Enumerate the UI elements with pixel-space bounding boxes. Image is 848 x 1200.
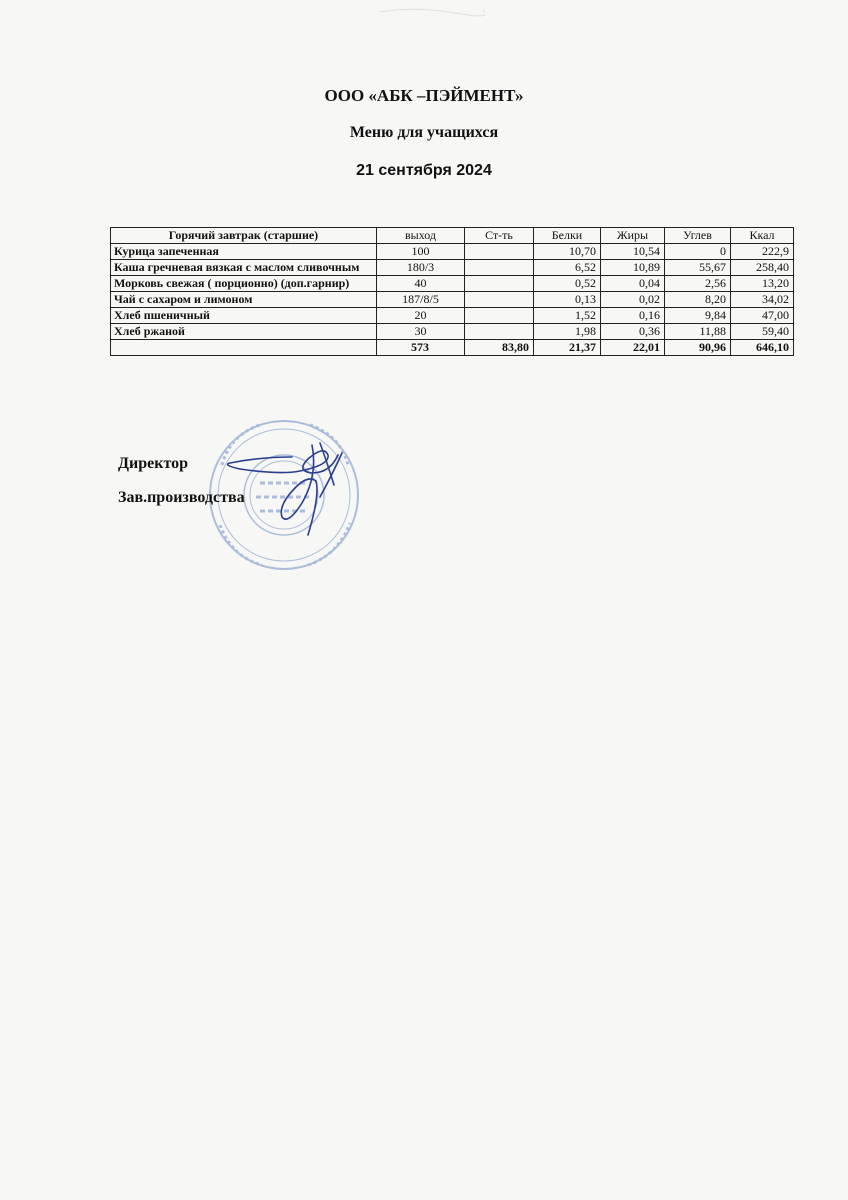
- column-header-fat: Жиры: [601, 228, 665, 244]
- cost: [465, 308, 534, 324]
- total-kcal: 646,10: [731, 340, 794, 356]
- carbs: 0: [665, 244, 731, 260]
- fat: 0,04: [601, 276, 665, 292]
- total-protein: 21,37: [534, 340, 601, 356]
- table-row: [111, 308, 794, 324]
- scan-artifact: [375, 4, 485, 26]
- cost: [465, 292, 534, 308]
- kcal: 13,20: [731, 276, 794, 292]
- dish-name: Чай с сахаром и лимоном: [111, 292, 377, 308]
- portion: 180/3: [377, 260, 465, 276]
- production-manager-label: Зав.производства: [118, 489, 245, 506]
- menu-table: [110, 227, 794, 356]
- column-header-carbs: Углев: [665, 228, 731, 244]
- fat: 0,16: [601, 308, 665, 324]
- column-header-portion: выход: [377, 228, 465, 244]
- table-row: [111, 244, 794, 260]
- dish-name: Хлеб пшеничный: [111, 308, 377, 324]
- kcal: 47,00: [731, 308, 794, 324]
- carbs: 55,67: [665, 260, 731, 276]
- cost: [465, 244, 534, 260]
- carbs: 8,20: [665, 292, 731, 308]
- table-row: [111, 324, 794, 340]
- kcal: 222,9: [731, 244, 794, 260]
- portion: 20: [377, 308, 465, 324]
- fat: 10,54: [601, 244, 665, 260]
- company-name: ООО «АБК –ПЭЙМЕНТ»: [324, 86, 524, 105]
- protein: 6,52: [534, 260, 601, 276]
- director-label: Директор: [118, 455, 188, 472]
- protein: 1,98: [534, 324, 601, 340]
- carbs: 11,88: [665, 324, 731, 340]
- fat: 0,02: [601, 292, 665, 308]
- dish-name: Каша гречневая вязкая с маслом сливочным: [111, 260, 377, 276]
- total-label: [111, 340, 377, 356]
- table-row: [111, 276, 794, 292]
- protein: 0,13: [534, 292, 601, 308]
- table-header-row: [111, 228, 794, 244]
- column-header-protein: Белки: [534, 228, 601, 244]
- table-row: [111, 292, 794, 308]
- kcal: 258,40: [731, 260, 794, 276]
- fat: 10,89: [601, 260, 665, 276]
- cost: [465, 324, 534, 340]
- dish-name: Курица запеченная: [111, 244, 377, 260]
- total-cost: 83,80: [465, 340, 534, 356]
- portion: 40: [377, 276, 465, 292]
- total-carbs: 90,96: [665, 340, 731, 356]
- table-total-row: [111, 340, 794, 356]
- carbs: 9,84: [665, 308, 731, 324]
- fat: 0,36: [601, 324, 665, 340]
- cost: [465, 260, 534, 276]
- protein: 10,70: [534, 244, 601, 260]
- dish-name: Морковь свежая ( порционно) (доп.гарнир): [111, 276, 377, 292]
- table-row: [111, 260, 794, 276]
- cost: [465, 276, 534, 292]
- total-fat: 22,01: [601, 340, 665, 356]
- protein: 0,52: [534, 276, 601, 292]
- column-header-meal: Горячий завтрак (старшие): [111, 228, 377, 244]
- dish-name: Хлеб ржаной: [111, 324, 377, 340]
- kcal: 59,40: [731, 324, 794, 340]
- document-date: 21 сентября 2024: [356, 162, 492, 179]
- protein: 1,52: [534, 308, 601, 324]
- carbs: 2,56: [665, 276, 731, 292]
- column-header-cost: Ст-ть: [465, 228, 534, 244]
- kcal: 34,02: [731, 292, 794, 308]
- column-header-kcal: Ккал: [731, 228, 794, 244]
- portion: 100: [377, 244, 465, 260]
- portion: 187/8/5: [377, 292, 465, 308]
- document-subtitle: Меню для учащихся: [349, 124, 499, 141]
- total-portion: 573: [377, 340, 465, 356]
- portion: 30: [377, 324, 465, 340]
